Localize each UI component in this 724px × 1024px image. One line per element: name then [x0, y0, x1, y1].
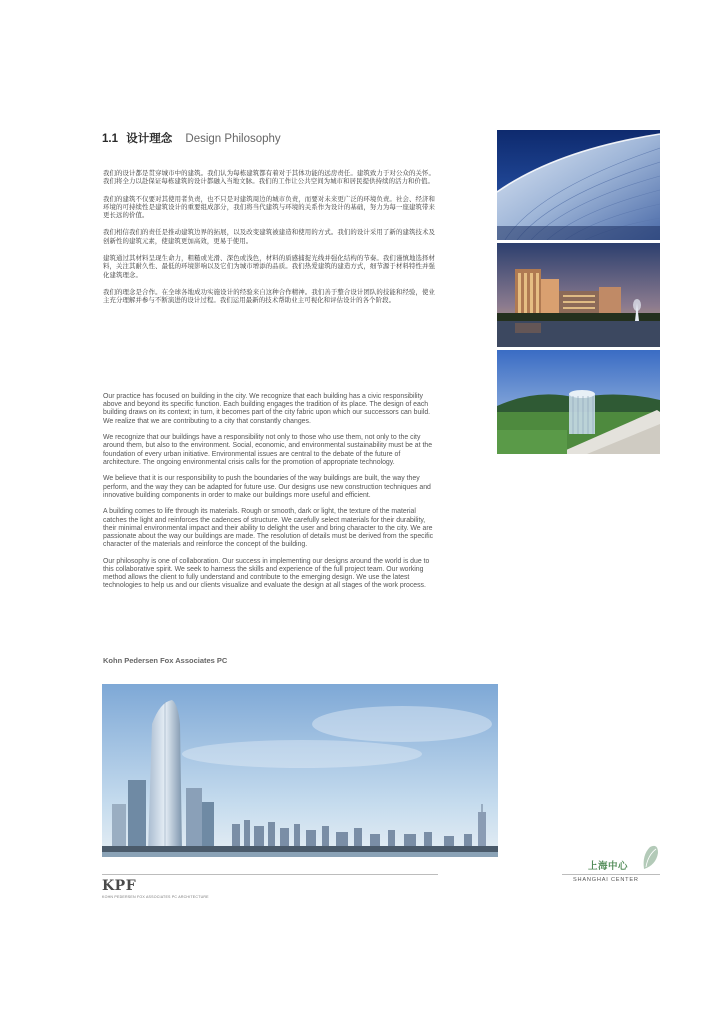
shanghai-center-mark-icon	[640, 843, 660, 873]
en-paragraph: Our philosophy is one of collaboration. Our success in implementing our designs around the world is due to this collaborative spirit. We seek to harness the skills and experience of the full project team. Our working method allows the client to fully understand and contribute to the emerging design. We use the latest technologies to help us and our clients visualize and evaluate the design at all stages of the work process.	[103, 557, 430, 590]
kpf-logo: KPF	[102, 878, 137, 894]
photo-glass-pavilion	[497, 350, 660, 454]
section-number: 1.1	[102, 133, 118, 145]
firm-name: Kohn Pedersen Fox Associates PC	[103, 656, 228, 665]
client-name-en: SHANGHAI CENTER	[573, 877, 639, 883]
en-paragraph: A building comes to life through its materials. Rough or smooth, dark or light, the texture of the material catches the light and reinforces the cadences of structure. We carefully select materials for their durability, their minimal environmental impact and their ability to delight the user and bring character to the city. We are passionate about the way our buildings are made. The resolution of details must be derived from the specific character of the materials and reinforce the concept of the building.	[103, 508, 434, 549]
zh-paragraph: 我们的设计都是贯穿城市中的建筑。我们认为每栋建筑都有着对于其体功能的远房责任。建筑致力于对公众的关怀。我们将全力以赴保证每栋建筑的设计都融入当地文脉。我们的工作让公共空间为城市和居民提供持续的活力和价值。	[103, 169, 435, 186]
section-title-en: Design Philosophy	[185, 133, 281, 145]
footer-divider	[102, 874, 438, 875]
footer-divider-right	[562, 874, 660, 875]
photo-skyline-panorama	[102, 684, 498, 857]
chinese-text-block	[103, 169, 435, 314]
zh-paragraph: 我们的建筑不仅要对其使用者负责，也不只是对建筑周边的城市负责，而要对未来更广泛的环境负责。社会、经济和环境的可持续性是建筑设计的重要组成部分，我们将当代建筑与环境的关系作为设计的基础，努力为每一座建筑带来更长远的价值。	[103, 194, 435, 220]
zh-paragraph: 建筑通过其材料呈现生命力，粗糙或光滑、深色或浅色，材料的质感捕捉光线并强化结构的节奏。我们谨慎地选择材料，关注其耐久性、最低的环境影响以及它们为城市增添的品质。我们热爱建筑的建造方式，细节源于材料特性并强化建筑理念。	[103, 254, 435, 279]
photo-curved-facade	[497, 130, 660, 240]
en-paragraph: We recognize that our buildings have a responsibility not only to those who use them, not only to the city around them, but also to the environment. Social, economic, and environmental sustainability must be at the foundation of every urban initiative. Environmental issues are central to the debate of the future of architecture. The ongoing environmental crisis calls for the promotion of appropriate technology.	[103, 434, 433, 466]
photo-towers-dusk	[497, 243, 660, 347]
en-paragraph: We believe that it is our responsibility to push the boundaries of the way buildings are built, the way they perform, and the way they can be adapted for future use. Our designs use new construction techniques and innovative building components in order to make our buildings more useful and efficient.	[103, 475, 431, 499]
english-text-block	[103, 393, 435, 599]
client-name-zh: 上海中心	[588, 861, 629, 872]
section-heading	[102, 130, 281, 146]
section-title-zh: 设计理念	[126, 133, 173, 145]
zh-paragraph: 我们的理念是合作。在全球各地成功实施设计的经验来自这种合作精神。我们善于整合设计团队的技能和经验，使业主充分理解并参与不断演进的设计过程。我们运用最新的技术帮助业主可视化和评估设计的各个阶段。	[103, 287, 435, 305]
en-paragraph: Our practice has focused on building in the city. We recognize that each building has a civic responsibility above and beyond its specific function. Each building engages the tradition of its place. The design of each building draws on its context; in turn, it becomes part of the city fabric upon which our successors can build. We realize that we are contributing to a city that constantly changes.	[103, 393, 431, 425]
zh-paragraph: 我们相信我们的责任是推动建筑边界的拓展，以及改变建筑被建造和使用的方式。我们的设计采用了新的建筑技术及创新性的建筑元素，使建筑更加高效，更易于使用。	[103, 228, 435, 245]
kpf-subtitle: KOHN PEDERSEN FOX ASSOCIATES PC ARCHITECTURE	[102, 895, 209, 899]
